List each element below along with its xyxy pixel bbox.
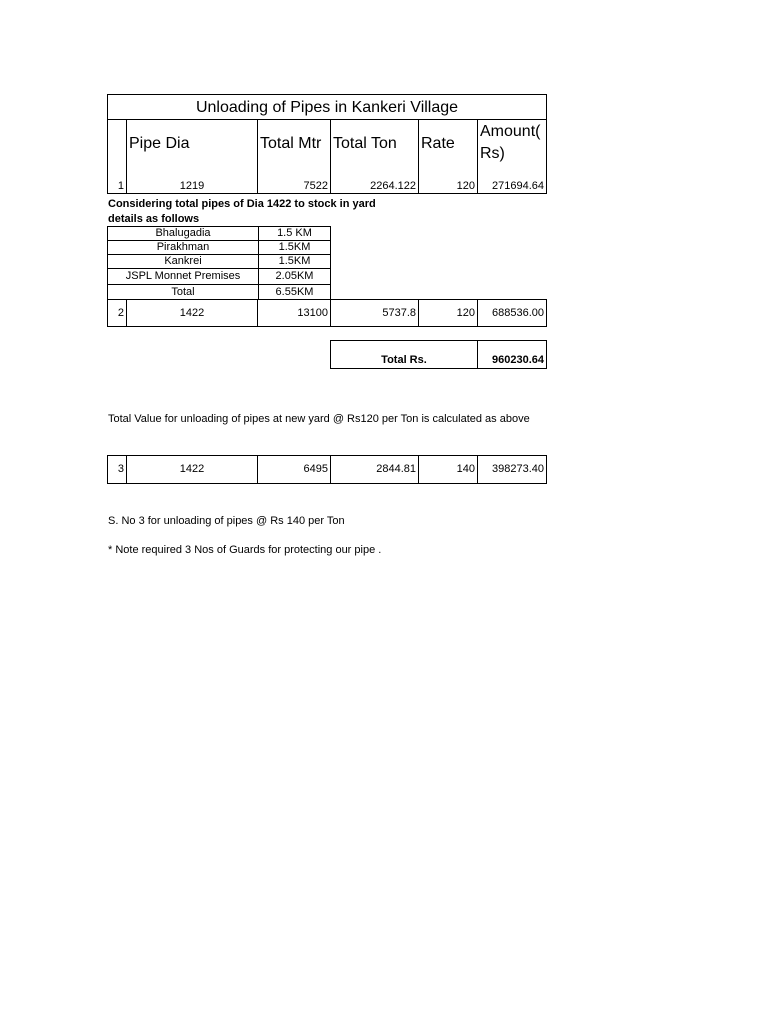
header-rate: Rate [419,120,478,167]
row1-amount: 271694.64 [478,167,547,194]
table-title: Unloading of Pipes in Kankeri Village [108,95,547,120]
row3-total-mtr: 6495 [258,456,331,484]
row1-total-mtr: 7522 [258,167,331,194]
yard-name: Kankrei [108,255,259,269]
yard-name: Pirakhman [108,241,259,255]
header-amount: Amount( Rs) [478,120,547,167]
row2-sno: 2 [108,300,127,327]
total-label: Total Rs. [331,341,478,369]
row1-pipe-dia: 1219 [127,167,258,194]
row1-sno: 1 [108,167,127,194]
yard-distance: 1.5KM [259,241,331,255]
yard-distance: 1.5 KM [259,227,331,241]
row2-table [107,299,547,327]
stock-note-line1: Considering total pipes of Dia 1422 to stock in yard [108,198,376,210]
yard-total-label: Total [108,285,259,300]
row1-total-ton: 2264.122 [331,167,419,194]
sno3-note: S. No 3 for unloading of pipes @ Rs 140 per Ton [108,515,345,527]
header-pipe-dia: Pipe Dia [127,120,258,167]
guards-note: * Note required 3 Nos of Guards for protecting our pipe . [108,544,382,556]
yard-name: Bhalugadia [108,227,259,241]
row3-total-ton: 2844.81 [331,456,419,484]
row3-rate: 140 [419,456,478,484]
row3-table [107,455,547,484]
yard-name: JSPL Monnet Premises [108,269,259,285]
row1-rate: 120 [419,167,478,194]
yard-distance: 2.05KM [259,269,331,285]
row3-pipe-dia: 1422 [127,456,258,484]
row2-pipe-dia: 1422 [127,300,258,327]
row3-sno: 3 [108,456,127,484]
total-value: 960230.64 [478,341,547,369]
row2-total-mtr: 13100 [258,300,331,327]
total-box [330,340,547,369]
row3-amount: 398273.40 [478,456,547,484]
stock-note-line2: details as follows [108,213,200,225]
yard-table [107,226,331,300]
row2-amount: 688536.00 [478,300,547,327]
row2-rate: 120 [419,300,478,327]
yard-total-distance: 6.55KM [259,285,331,300]
header-total-ton: Total Ton [331,120,419,167]
value-note: Total Value for unloading of pipes at new yard @ Rs120 per Ton is calculated as above [108,413,530,425]
yard-distance: 1.5KM [259,255,331,269]
main-table [107,94,547,194]
header-total-mtr: Total Mtr [258,120,331,167]
row2-total-ton: 5737.8 [331,300,419,327]
